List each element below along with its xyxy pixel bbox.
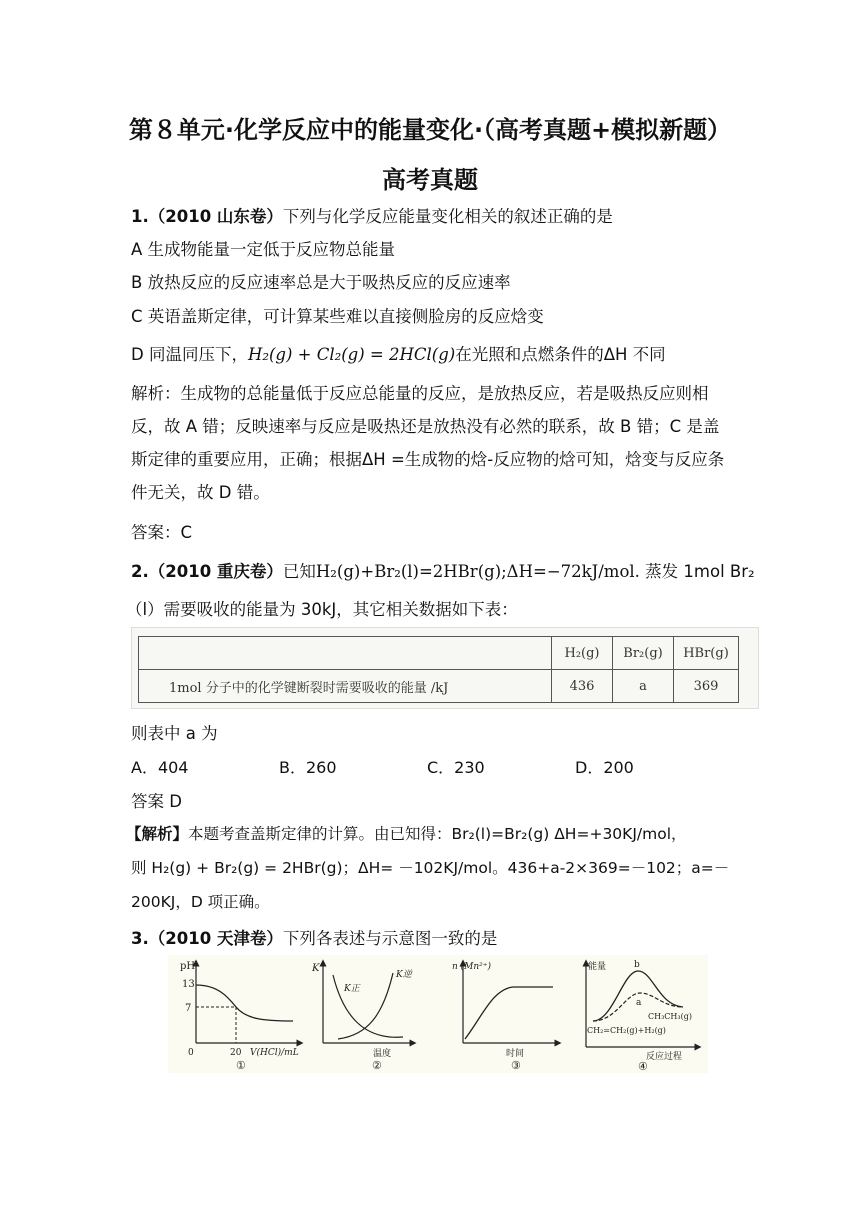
section-title: 高考真题 [382, 166, 478, 194]
q2-option-b: B．260 [279, 758, 337, 777]
q2-stem-line2: （l）需要吸收的能量为 30kJ，其它相关数据如下表： [126, 600, 518, 619]
table-value-hbr: 369 [674, 670, 739, 703]
q3-text: 下列各表述与示意图一致的是 [282, 929, 498, 948]
q2-stem-pre: 已知 [282, 562, 316, 581]
q1-option-d-post: 在光照和点燃条件的ΔH 不同 [455, 345, 666, 364]
g3-number: ③ [511, 1059, 521, 1072]
g1-tick-7: 7 [185, 1003, 192, 1014]
bond-energy-table [131, 627, 759, 709]
page-title: 第８单元·化学反应中的能量变化·（高考真题+模拟新题） [128, 116, 732, 144]
q2-option-d: D．200 [575, 758, 634, 777]
q1-analysis: 解析：生成物的总能量低于反应总能量的反应，是放热反应，若是吸热反应则相反，故 A 错；反映速率与反应是吸热还是放热没有必然的联系，故 B 错；C 是盖斯定律的重要应用，正确；根据ΔH =生成物的焓-反应物的焓可知，焓变与反应条件无关，故 D 错。 [131, 384, 725, 502]
table-header-hbr: HBr(g) [674, 637, 739, 670]
q1-option-b: B 放热反应的反应速率总是大于吸热反应的反应速率 [131, 273, 511, 292]
q2-ask: 则表中 a 为 [131, 724, 218, 743]
table-row-label: 1mol 分子中的化学键断裂时需要吸收的能量 /kJ [139, 670, 552, 703]
table-header-br2: Br₂(g) [613, 637, 674, 670]
q2-analysis-line2: 则 H₂(g) + Br₂(g) = 2HBr(g)；ΔH= －102KJ/mol。436+a-2×369=－102；a=－ [131, 859, 730, 877]
graph-4-energy-profile [586, 960, 698, 1073]
g4-label-a: a [636, 998, 642, 1008]
g2-number: ② [372, 1059, 382, 1072]
q2-equation: H₂(g)+Br₂(l)=2HBr(g);ΔH=−72kJ/mol. [315, 562, 640, 581]
q2-analysis-tag: 【解析】 [126, 825, 189, 843]
q1-source: （2010 山东卷） [148, 207, 283, 226]
q2-stem-post: 蒸发 1mol Br₂ [645, 562, 755, 581]
g2-label-k-forward: K正 [344, 984, 360, 994]
q3-stem [131, 925, 497, 949]
g4-label-reactant: CH₂=CH₂(g)+H₂(g) [587, 1026, 666, 1035]
q2-stem [131, 558, 755, 582]
q2-option-c: C．230 [427, 758, 485, 777]
g1-curve [196, 985, 293, 1021]
g4-x-label: 反应过程 [646, 1052, 683, 1062]
q3-number: 3. [131, 929, 149, 948]
q1-answer: 答案：C [131, 523, 193, 542]
q1-number: 1. [131, 207, 149, 226]
graph-1-ph-curve [180, 961, 300, 1072]
q3-graphs [168, 955, 708, 1073]
q1-text: 下列与化学反应能量变化相关的叙述正确的是 [282, 207, 613, 226]
table-header-h2: H₂(g) [552, 637, 613, 670]
g2-x-label: 温度 [373, 1049, 392, 1059]
g3-y-label: n (Mn²⁺) [452, 962, 492, 972]
q2-analysis-line1 [126, 822, 687, 844]
table-value-h2: 436 [552, 670, 613, 703]
q3-figure [168, 955, 708, 1073]
q1-option-c: C 英语盖斯定律，可计算某些难以直接侧脸房的反应焓变 [131, 307, 544, 326]
q2-number: 2. [131, 562, 149, 581]
g1-tick-13: 13 [182, 979, 195, 990]
g4-number: ④ [638, 1060, 648, 1073]
table-corner [139, 637, 552, 670]
g1-tick-20: 20 [230, 1048, 242, 1058]
g4-y-label: 能量 [588, 962, 607, 972]
q2-source: （2010 重庆卷） [148, 562, 283, 581]
g2-label-k-reverse: K逆 [396, 970, 412, 980]
q2-option-a: A．404 [131, 758, 189, 777]
g1-origin: 0 [188, 1048, 194, 1058]
q1-option-d-pre: D 同温同压下， [131, 345, 248, 364]
g3-curve [465, 987, 553, 1039]
q2-analysis-text1: 本题考查盖斯定律的计算。由已知得：Br₂(l)=Br₂(g) ΔH=+30KJ/mol， [188, 825, 687, 843]
q2-analysis-line3: 200KJ，D 项正确。 [131, 893, 270, 911]
g4-label-product: CH₃CH₃(g) [648, 1012, 692, 1021]
g1-y-label: pH [180, 961, 196, 972]
graph-2-k-temperature [311, 963, 413, 1072]
q2-answer: 答案 D [131, 792, 182, 811]
g1-number: ① [236, 1059, 246, 1072]
graph-3-mn-time [452, 961, 558, 1072]
g2-y-label: K [312, 963, 320, 974]
g3-x-label: 时间 [506, 1049, 525, 1059]
q3-source: （2010 天津卷） [148, 929, 283, 948]
g4-label-b: b [634, 960, 640, 970]
table-value-br2: a [613, 670, 674, 703]
q1-option-a: A 生成物能量一定低于反应物总能量 [131, 240, 396, 259]
g1-x-label: V(HCl)/mL [250, 1048, 299, 1058]
q1-stem [131, 203, 613, 227]
q1-option-d [131, 341, 666, 365]
q1-option-d-equation: H₂(g) + Cl₂(g) = 2HCl(g) [247, 345, 456, 364]
